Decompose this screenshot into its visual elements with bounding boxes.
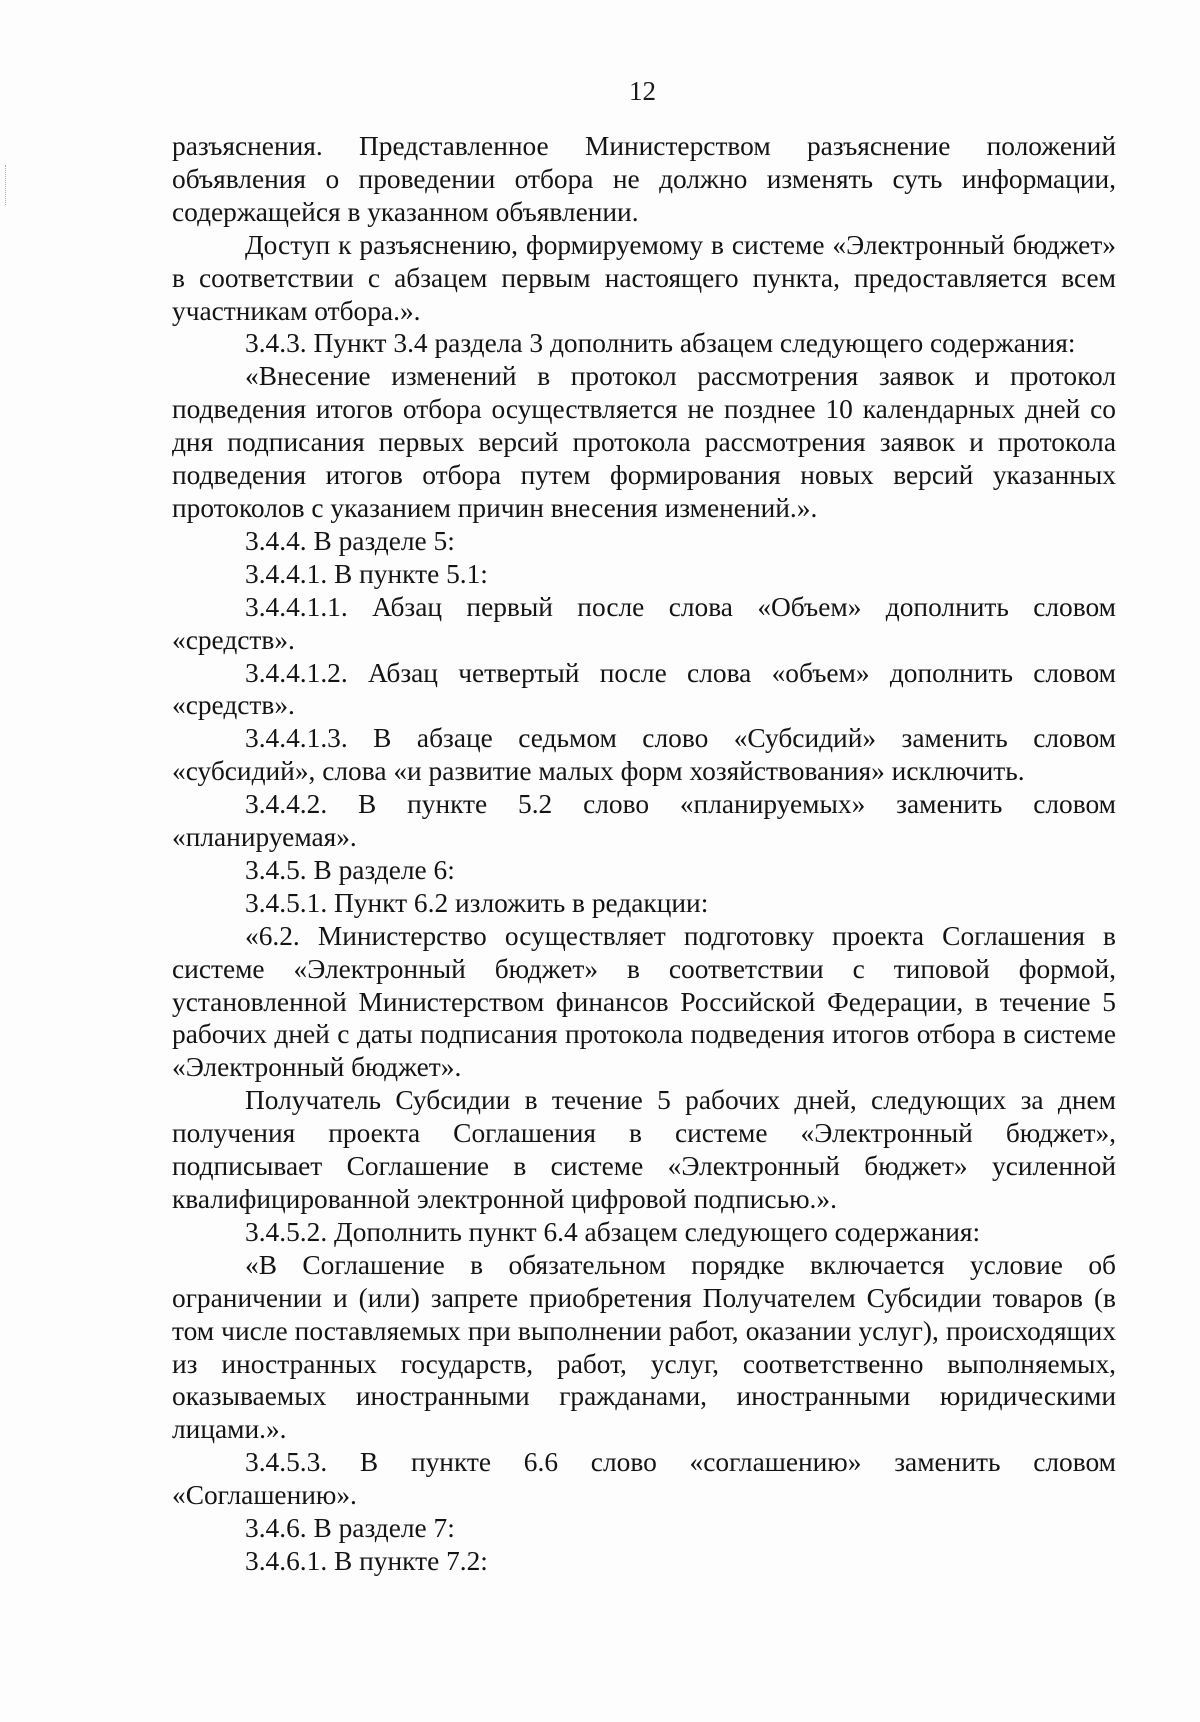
paragraph: 3.4.3. Пункт 3.4 раздела 3 дополнить абзацем следующего содержания: [245, 328, 1076, 359]
paragraph: 3.4.4.1.1. Абзац первый после слова «Объем» дополнить словом «средств». [172, 591, 1116, 655]
paragraph: «6.2. Министерство осуществляет подготовку проекта Соглашения в системе «Электронный бюджет» в соответствии с типовой формой, установленной Министерством финансов Российской Федерации, в течение 5 рабочих дней с даты подписания протокола подведения итогов отбора в системе «Электронный бюджет». [172, 920, 1116, 1083]
paragraph: 3.4.6.1. В пункте 7.2: [245, 1545, 488, 1576]
paragraph: разъяснения. Представленное Министерством разъяснение положений объявления о проведении отбора не должно изменять суть информации, содержащейся в указанном объявлении. [172, 131, 1116, 227]
paragraph: 3.4.4.1. В пункте 5.1: [245, 558, 488, 589]
paragraph: 3.4.4. В разделе 5: [245, 525, 455, 556]
paragraph: 3.4.4.1.3. В абзаце седьмом слово «Субсидий» заменить словом «субсидий», слова «и развитие малых форм хозяйствования» исключить. [172, 723, 1116, 787]
paragraph: «Внесение изменений в протокол рассмотрения заявок и протокол подведения итогов отбора осуществляется не позднее 10 календарных дней со дня подписания первых версий протокола рассмотрения заявок и протокола подведения итогов отбора путем формирования новых версий указанных протоколов с указанием причин внесения изменений.». [172, 361, 1116, 523]
paragraph: 3.4.5. В разделе 6: [245, 854, 455, 885]
paragraph: Доступ к разъяснению, формируемому в системе «Электронный бюджет» в соответствии с абзацем первым настоящего пункта, предоставляется всем участникам отбора.». [172, 229, 1116, 326]
margin-mark [5, 165, 7, 205]
paragraph: 3.4.5.3. В пункте 6.6 слово «соглашению» заменить словом «Соглашению». [172, 1447, 1116, 1511]
document-body [172, 130, 1116, 1578]
paragraph: 3.4.4.2. В пункте 5.2 слово «планируемых» заменить словом «планируемая». [172, 789, 1116, 853]
paragraph: 3.4.4.1.2. Абзац четвертый после слова «объем» дополнить словом «средств». [172, 657, 1116, 721]
paragraph: 3.4.6. В разделе 7: [245, 1513, 455, 1544]
paragraph: «В Соглашение в обязательном порядке включается условие об ограничении и (или) запрете приобретения Получателем Субсидии товаров (в том числе поставляемых при выполнении работ, оказании услуг), происходящих из иностранных государств, работ, услуг, соответственно выполняемых, оказываемых иностранными гражданами, иностранными юридическими лицами.». [172, 1249, 1116, 1445]
page-number: 12 [629, 76, 656, 106]
paragraph: Получатель Субсидии в течение 5 рабочих дней, следующих за днем получения проекта Соглашения в системе «Электронный бюджет», подписывает Соглашение в системе «Электронный бюджет» усиленной квалифицированной электронной цифровой подписью.». [172, 1085, 1116, 1214]
paragraph: 3.4.5.1. Пункт 6.2 изложить в редакции: [245, 887, 709, 918]
paragraph: 3.4.5.2. Дополнить пункт 6.4 абзацем следующего содержания: [245, 1216, 981, 1247]
